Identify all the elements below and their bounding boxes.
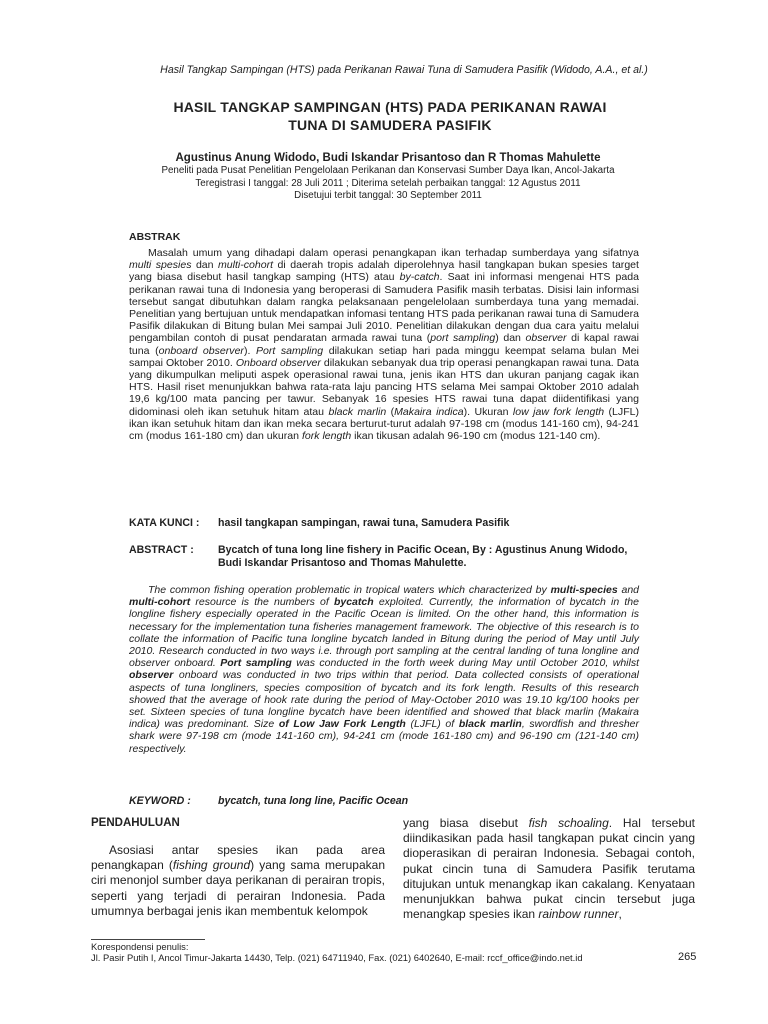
- abstrak-italic: multi-cohort: [218, 259, 274, 272]
- abstrak-italic: by-catch: [399, 271, 440, 284]
- abstrak-text: dan: [191, 259, 218, 272]
- intro-text: Asosiasi antar spesies ikan pada area penangkapan (: [91, 843, 385, 873]
- abstrak-text: (LJFL) ikan ikan setuhuk hitam dan ikan meka secara berturut-turut adalah 97-198 cm (modus 141-160 cm), 94-241 cm (modus 161-180 cm) dan ukuran: [129, 405, 640, 443]
- keyword-label: KEYWORD :: [129, 795, 191, 807]
- abstrak-text: di kapal rawai tuna (: [129, 332, 639, 357]
- title-line-1: HASIL TANGKAP SAMPINGAN (HTS) PADA PERIKANAN RAWAI: [173, 99, 607, 115]
- abstrak-text: ). Ukuran: [463, 405, 513, 418]
- english-text: resource is the numbers of: [190, 596, 334, 609]
- english-bold: multi-cohort: [129, 596, 191, 609]
- abstrak-text: ikan tikusan adalah 96-190 cm (modus 121-140 cm).: [351, 430, 601, 443]
- footnote-rule: [91, 939, 205, 940]
- abstrak-text: dilakukan sebanyak dua trip operasi penangkapan rawai tuna. Data yang dikumpulkan meliputi aspek operasional rawai tuna, jenis ikan HTS dan ukuran panjang cagak ikan HTS. Hasil riset menunjukkan bahwa rata-rata laju pancing HTS selama Mei sampai Oktober 2010 adalah 19,6 kg/100 mata pancing per tawur. Sebanyak 16 spesies HTS rawai tuna dapat diidentifikasi yang didominasi oleh ikan setuhuk hitam atau: [129, 356, 639, 418]
- intro-italic: rainbow runner: [538, 907, 619, 922]
- abstrak-italic: Port sampling: [255, 344, 324, 357]
- english-text: was conducted in the forth week during May until October 2010, whilst: [291, 657, 640, 670]
- abstrak-italic: observer: [525, 332, 567, 345]
- correspondence-address: Jl. Pasir Putih I, Ancol Timur-Jakarta 14430, Telp. (021) 64711940, Fax. (021) 6402640, E-mail: rccf_office@indo.net.id: [91, 952, 583, 963]
- intro-text: ) yang sama merupakan ciri menonjol sumber daya perikanan di perairan tropis, seperti yang terjadi di perairan Indonesia. Pada umumnya berbagai jenis ikan membentuk kelompok: [91, 858, 385, 918]
- english-bold: bycatch: [333, 596, 374, 609]
- english-text: (LJFL) of: [405, 718, 459, 731]
- abstrak-italic: port sampling: [430, 332, 496, 345]
- english-bold: observer: [129, 669, 174, 682]
- intro-italic: fishing ground: [172, 858, 251, 873]
- english-text: and: [617, 584, 639, 596]
- intro-text: . Hal tersebut diindikasikan pada hasil tangkapan pukat cincin yang dioperasikan di perairan Indonesia. Sebagai contoh, pukat cincin tuna di Samudera Pasifik terutama ditujukan untuk menangkap ikan cakalang. Kenyataan menunjukkan bahwa pukat cincin tersebut juga menangkap spesies ikan: [403, 816, 695, 922]
- kata-kunci-value: hasil tangkapan sampingan, rawai tuna, Samudera Pasifik: [218, 517, 510, 529]
- intro-right-column: [403, 816, 695, 922]
- intro-left-column: [91, 843, 385, 919]
- abstrak-body: [129, 247, 639, 442]
- intro-italic: fish schoaling: [528, 816, 609, 830]
- abstrak-italic: black marlin: [328, 405, 387, 418]
- intro-text: ,: [618, 907, 622, 922]
- english-bold: of Low Jaw Fork Length: [278, 718, 406, 731]
- intro-text: yang biasa disebut: [403, 816, 529, 830]
- abstrak-italic: Onboard observer: [235, 356, 321, 369]
- abstrak-text: ).: [243, 344, 256, 357]
- approval-date: Disetujui terbit tanggal: 30 September 2011: [294, 190, 482, 201]
- running-header: Hasil Tangkap Sampingan (HTS) pada Perikanan Rawai Tuna di Samudera Pasifik (Widodo, A.A., et al.): [160, 64, 648, 76]
- english-text: onboard was conducted in two trips within that period. Data collected consists of operational aspects of tuna longliners, species composition of bycatch and its fork length. Results of this research showed that the average of hook rate during the period of May-October 2010 was 19.10 kg/100 hooks per set. Sixteen species of tuna longline bycatch have been identified and showed that black marlin (Makaira indica) was predominant. Size: [129, 669, 639, 731]
- keyword-value: bycatch, tuna long line, Pacific Ocean: [218, 795, 409, 807]
- paper-title: [140, 98, 640, 134]
- english-bold: Port sampling: [220, 657, 292, 670]
- registration-dates: Teregistrasi I tanggal: 28 Juli 2011 ; Diterima setelah perbaikan tanggal: 12 Agustus 2011: [195, 177, 581, 189]
- abstrak-text: (: [386, 405, 395, 418]
- abstrak-text: di daerah tropis adalah diperolehnya hasil tangkapan bukan spesies target yang biasa disebut hasil tangkap samping (HTS) atau: [129, 259, 639, 284]
- abstract-label: ABSTRACT :: [129, 544, 194, 556]
- english-text: The common fishing operation problematic in tropical waters which characterized by: [148, 584, 551, 596]
- abstrak-italic: multi spesies: [129, 259, 192, 272]
- correspondence-label: Korespondensi penulis:: [91, 941, 189, 952]
- english-abstract-body: [129, 584, 639, 755]
- affiliation-block: [128, 165, 648, 203]
- abstrak-italic: Makaira indica: [394, 405, 464, 418]
- abstrak-text: dilakukan setiap hari pada minggu keempat selama bulan Mei sampai Oktober 2010.: [129, 344, 639, 369]
- english-bold: multi-species: [550, 584, 618, 596]
- abstrak-italic: low jaw fork length: [512, 405, 605, 418]
- abstrak-text: Masalah umum yang dihadapi dalam operasi penangkapan ikan terhadap sumberdaya yang sifatnya: [148, 247, 639, 259]
- abstrak-text: . Saat ini informasi mengenai HTS pada perikanan rawai tuna di Indonesia yang beroperasi di Samudera Pasifik masih terbatas. Disisi lain informasi tersebut sangat dibutuhkan dalam rangka pelaksanaan pengelelolaan sumberdaya tuna yang memadai. Penelitian yang bertujuan untuk mendapatkan infomasi tentang HTS pada perikanan rawai tuna di Samudera Pasifik dilakukan di Bitung bulan Mei sampai Juli 2010. Penelitian dilakukan dengan dua cara yaitu melalui pengambilan contoh di pusat pendaratan armada rawai tuna (: [129, 271, 639, 345]
- kata-kunci-label: KATA KUNCI :: [129, 517, 200, 529]
- abstrak-text: ) dan: [495, 332, 526, 345]
- english-text: , swordfish and thresher shark were 97-198 cm (mode 141-160 cm), 94-241 cm (mode 161-180 cm) and 96-190 cm (121-140 cm) respectively.: [129, 718, 639, 755]
- page-number: 265: [678, 951, 697, 963]
- pendahuluan-heading: PENDAHULUAN: [91, 817, 180, 829]
- english-text: exploited. Currently, the information of bycatch in the longline fishery especially operated in the Pacific Ocean is limited. On the other hand, this information is necessary for the implementation tuna fisheries management framework. The objective of this research is to collate the information of Pacific tuna longline bycatch landed in Bitung during the period of May until July 2010. Research conducted in two ways i.e. through port sampling at the central landing of tuna longline and observer onboard.: [129, 596, 639, 670]
- abstract-title: Bycatch of tuna long line fishery in Pacific Ocean, By : Agustinus Anung Widodo, Budi Iskandar Prisantoso and Thomas Mahulette.: [218, 544, 628, 569]
- abstrak-italic: onboard observer: [158, 344, 244, 357]
- abstrak-heading: ABSTRAK: [129, 231, 181, 243]
- affiliation: Peneliti pada Pusat Penelitian Pengelolaan Perikanan dan Konservasi Sumber Daya Ikan, Ancol-Jakarta: [161, 165, 615, 176]
- title-line-2: TUNA DI SAMUDERA PASIFIK: [288, 117, 492, 133]
- english-bold: black marlin: [458, 718, 522, 731]
- author-list: Agustinus Anung Widodo, Budi Iskandar Prisantoso dan R Thomas Mahulette: [175, 152, 601, 164]
- abstrak-italic: fork length: [301, 430, 352, 443]
